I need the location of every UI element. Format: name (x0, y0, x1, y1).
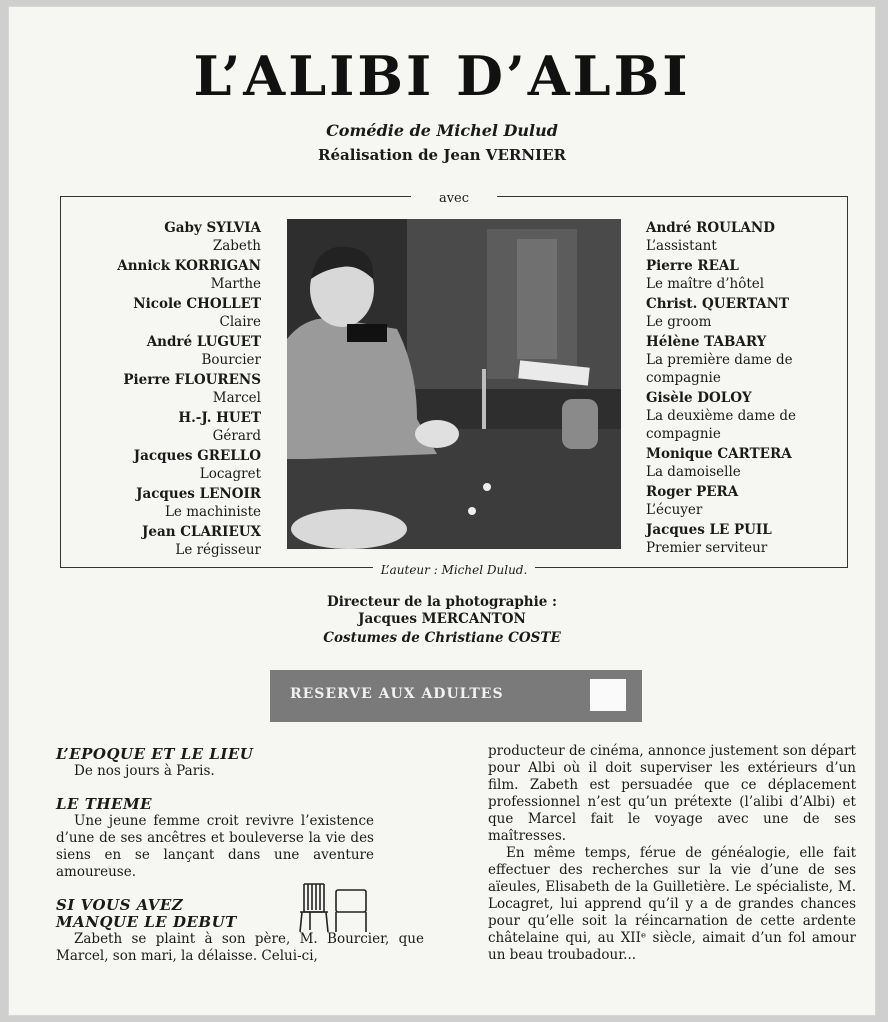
section-heading: L’EPOQUE ET LE LIEU (56, 745, 254, 763)
cast-entry: André ROULAND L’assistant (646, 220, 775, 254)
cast-entry: Nicole CHOLLET Claire (133, 296, 261, 330)
section-text: Une jeune femme croit revivre l’existence d’une de ses ancêtres et bouleverse la vie des siens en se lançant dans une aventure amoureuse. (56, 813, 374, 880)
cast-entry: André LUGUET Bourcier (146, 334, 261, 368)
synopsis-right-column (488, 743, 856, 964)
photo-caption: L’auteur : Michel Dulud. (373, 563, 536, 577)
avec-label: avec (411, 191, 497, 206)
costumes-line: Costumes de Christiane COSTE (323, 630, 561, 646)
cast-entry: Jacques LE PUIL Premier serviteur (646, 522, 772, 556)
cast-entry: H.-J. HUET Gérard (178, 410, 261, 444)
section-heading: MANQUE LE DEBUT (56, 913, 237, 931)
banner-square (590, 679, 626, 711)
cast-entry: Pierre FLOURENS Marcel (123, 372, 261, 406)
program-page (8, 6, 876, 1016)
cast-entry: Annick KORRIGAN Marthe (117, 258, 261, 292)
author-line: Comédie de Michel Dulud (326, 121, 558, 140)
section-heading: LE THEME (56, 795, 153, 813)
cast-entry: Monique CARTERA La damoiselle (646, 446, 792, 480)
cast-box (60, 191, 848, 577)
section-text: En même temps, férue de généalogie, elle fait effectuer des recherches sur la vie d’une de ses aïeules, Elisabeth de la Guilletière. Le spécialiste, M. Locagret, lui apprend qu’il y a de grandes chances pour qu’elle soit la réincarnation de cette ardente châtelaine qui, au XIIᵉ siècle, aimait d’un fol amour un beau troubadour... (488, 845, 856, 963)
synopsis-left-column (56, 746, 424, 965)
author-photo-illustration (287, 219, 621, 549)
cast-entry: Pierre REAL Le maître d’hôtel (646, 258, 765, 292)
cast-right-column (646, 219, 841, 559)
photo-director-name: Jacques MERCANTON (358, 611, 526, 627)
cast-left-column (71, 219, 261, 561)
section-heading: SI VOUS AVEZ (56, 896, 184, 914)
banner-text: RESERVE AUX ADULTES (290, 686, 504, 702)
credits-block (8, 594, 876, 647)
photo-director-label: Directeur de la photographie : (327, 594, 557, 610)
cast-entry: Hélène TABARY La première dame de compagnie (646, 334, 793, 386)
director-line: Réalisation de Jean VERNIER (318, 146, 566, 164)
section-text: De nos jours à Paris. (74, 763, 215, 779)
page-title: L’ALIBI D’ALBI (193, 44, 691, 108)
author-photo (287, 219, 621, 549)
cast-entry: Jacques GRELLO Locagret (133, 448, 261, 482)
cast-entry: Gaby SYLVIA Zabeth (164, 220, 261, 254)
cast-entry: Jacques LENOIR Le machiniste (136, 486, 261, 520)
cast-entry: Jean CLARIEUX Le régisseur (141, 524, 261, 558)
adults-only-banner (270, 670, 642, 722)
cast-entry: Christ. QUERTANT Le groom (646, 296, 790, 330)
chairs-icon (298, 882, 368, 934)
section-text: Zabeth se plaint à son père, M. Bourcier, que Marcel, son mari, la délaisse. Celui-ci, (56, 931, 424, 964)
section-text: producteur de cinéma, annonce justement son départ pour Albi où il doit superviser les extérieurs d’un film. Zabeth est persuadée que ce déplacement professionnel n’est qu’un prétexte (l’alibi d’Albi) et que Marcel fait le voyage avec une de ses maîtresses. (488, 743, 856, 844)
cast-entry: Roger PERA L’écuyer (646, 484, 739, 518)
cast-entry: Gisèle DOLOY La deuxième dame de compagnie (646, 390, 797, 442)
